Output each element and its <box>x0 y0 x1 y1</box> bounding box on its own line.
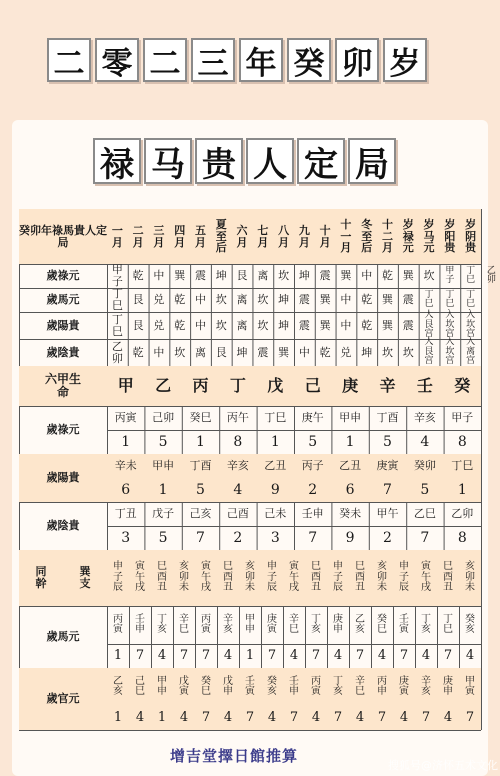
stem-number-1-3: 4 <box>233 481 243 498</box>
stem-number-2-2: 7 <box>196 529 205 546</box>
header-month-8: 八 月 <box>278 223 290 249</box>
branch-pillar-0-2: 丁 亥 <box>157 613 167 635</box>
branch-number-0-11: 7 <box>355 648 365 664</box>
stem-3: 丁 <box>229 375 246 395</box>
month-cell-1-1: 艮 <box>132 293 144 307</box>
stem-number-0-5: 5 <box>308 433 318 450</box>
stem-number-0-4: 1 <box>270 433 280 450</box>
month-cell-3-1: 乾 <box>132 345 144 359</box>
stem-number-1-9: 1 <box>457 481 467 498</box>
branch-pillar-0-1: 壬 申 <box>135 613 145 635</box>
month-cell-0-3: 巽 <box>174 269 186 283</box>
branch-number-1-15: 4 <box>443 710 453 726</box>
month-cell-0-7: 离 <box>257 269 269 283</box>
branch-0: 申 子 辰 <box>113 561 123 594</box>
title-year-char-1: 零 <box>95 38 139 82</box>
branch-pillar-1-8: 壬 申 <box>289 675 299 697</box>
branch-number-0-10: 4 <box>333 648 343 664</box>
month-cell-0-14: 巽 <box>402 269 414 283</box>
stem-7: 辛 <box>379 375 396 395</box>
stem-pillar-2-2: 己亥 <box>189 507 212 521</box>
branch-5: 巳 酉 丑 <box>223 561 233 594</box>
stem-group-label-0: 歲祿元 <box>46 423 80 437</box>
branch-number-0-6: 1 <box>245 648 255 664</box>
stem-pillar-1-2: 丁酉 <box>189 459 212 473</box>
stem-number-2-4: 3 <box>270 529 280 546</box>
stem-pillar-0-8: 辛亥 <box>413 411 436 425</box>
title-year-banner <box>47 38 431 82</box>
branch-group-label-1: 歲官元 <box>46 692 80 706</box>
header-month-3: 四 月 <box>174 223 186 249</box>
month-cell-3-14: 坎 <box>402 345 414 359</box>
branch-pillar-0-16: 癸 亥 <box>465 613 475 635</box>
stem-number-1-8: 5 <box>420 481 430 498</box>
stem-pillar-0-7: 丁酉 <box>376 411 399 425</box>
branch-header-right: 巽 支 <box>79 565 91 590</box>
month-cell-0-9: 坤 <box>298 269 310 283</box>
title-year-char-5: 癸 <box>287 38 331 82</box>
branch-number-1-8: 7 <box>289 710 299 726</box>
month-cell-0-2: 中 <box>153 269 165 283</box>
title-year-char-2: 二 <box>143 38 187 82</box>
month-cell-0-16: 甲 子 <box>445 265 455 285</box>
stem-pillar-0-4: 丁巳 <box>264 411 287 425</box>
branch-pillar-1-7: 癸 亥 <box>267 675 277 697</box>
month-cell-0-13: 乾 <box>381 269 393 283</box>
header-month-6: 六 月 <box>236 223 248 249</box>
stem-pillar-0-2: 癸巳 <box>189 411 212 425</box>
branch-number-1-9: 4 <box>311 710 321 726</box>
stem-8: 壬 <box>416 375 433 395</box>
stem-number-2-3: 2 <box>233 529 243 546</box>
stem-number-0-2: 1 <box>196 433 205 450</box>
month-cell-3-6: 坤 <box>236 345 248 359</box>
stem-pillar-1-4: 乙丑 <box>264 459 287 473</box>
branch-number-1-6: 7 <box>245 710 255 726</box>
title-subject-char-0: 禄 <box>93 138 141 184</box>
branch-number-0-1: 7 <box>135 648 145 664</box>
stem-pillar-0-3: 丙午 <box>226 411 249 425</box>
month-cell-0-17: 丁 巳 <box>466 265 476 285</box>
stem-2: 丙 <box>192 375 209 395</box>
stem-number-0-1: 5 <box>158 433 168 450</box>
stem-5: 己 <box>304 375 321 395</box>
month-cell-2-17: 入 坎 宫 <box>466 310 476 340</box>
branch-number-0-12: 4 <box>377 648 387 664</box>
month-cell-1-4: 中 <box>194 293 206 307</box>
month-cell-2-0: 丁巳 <box>111 312 123 338</box>
branch-number-0-15: 7 <box>443 648 453 664</box>
branch-10: 申 子 辰 <box>333 561 343 594</box>
title-subject-char-1: 马 <box>144 138 192 184</box>
branch-number-1-16: 7 <box>465 710 475 726</box>
month-cell-0-0: 甲子 <box>111 263 123 288</box>
month-cell-0-15: 坎 <box>423 269 435 283</box>
month-cell-3-13: 坎 <box>381 345 393 359</box>
stem-0: 甲 <box>117 375 134 395</box>
month-row-label-2: 歲陽貴 <box>46 318 80 332</box>
branch-number-1-4: 7 <box>201 710 211 726</box>
month-cell-3-10: 乾 <box>319 345 331 359</box>
stem-pillar-2-9: 乙卯 <box>451 507 474 521</box>
month-cell-1-10: 巽 <box>319 293 331 307</box>
branch-number-1-12: 7 <box>377 710 387 726</box>
branch-pillar-1-5: 戊 申 <box>223 675 233 697</box>
title-year-char-6: 卯 <box>335 38 379 82</box>
almanac-table <box>19 209 496 731</box>
month-cell-2-12: 乾 <box>361 318 373 332</box>
branch-1: 寅 午 戌 <box>135 561 145 594</box>
header-month-16: 岁 阳 贵 <box>444 218 456 255</box>
branch-number-0-5: 4 <box>223 648 233 664</box>
footer-watermark: 搜狐号@济怀五术文化 <box>388 759 498 772</box>
month-cell-2-13: 巽 <box>381 318 393 332</box>
stem-number-1-6: 6 <box>345 481 355 498</box>
month-cell-2-1: 艮 <box>132 318 144 332</box>
month-cell-2-5: 坎 <box>215 318 227 332</box>
branch-pillar-1-1: 己 巳 <box>135 675 145 697</box>
month-cell-1-6: 离 <box>236 293 248 307</box>
branch-number-0-8: 4 <box>289 648 299 664</box>
stem-number-0-6: 1 <box>345 433 355 450</box>
month-cell-2-10: 巽 <box>319 318 331 332</box>
month-cell-1-12: 乾 <box>361 293 373 307</box>
month-cell-3-16: 入 坎 宫 <box>445 337 455 367</box>
branch-pillar-0-14: 丁 亥 <box>421 613 431 635</box>
header-month-4: 五 月 <box>194 223 206 249</box>
stem-number-0-9: 8 <box>457 433 467 450</box>
branch-group-label-0: 歲馬元 <box>46 630 80 644</box>
stem-pillar-1-0: 辛未 <box>114 459 137 473</box>
title-subject-banner <box>93 138 399 184</box>
month-cell-0-8: 坎 <box>278 269 290 283</box>
header-month-10: 十 月 <box>319 223 331 249</box>
header-month-9: 九 月 <box>298 223 310 249</box>
branch-9: 巳 酉 丑 <box>311 561 321 594</box>
branch-pillar-1-16: 甲 寅 <box>465 675 475 697</box>
branch-pillar-1-6: 壬 寅 <box>245 675 255 697</box>
month-cell-2-14: 震 <box>402 318 414 332</box>
month-cell-1-13: 巽 <box>381 293 393 307</box>
month-cell-3-5: 艮 <box>215 345 227 359</box>
stem-number-0-8: 4 <box>420 433 430 450</box>
stem-number-1-5: 2 <box>308 481 318 498</box>
header-month-12: 冬 至 后 <box>361 218 373 255</box>
branch-pillar-1-13: 庚 寅 <box>399 675 409 697</box>
month-cell-0-12: 中 <box>361 269 373 283</box>
stem-pillar-1-7: 庚寅 <box>376 459 399 473</box>
header-month-2: 三 月 <box>153 223 165 249</box>
title-subject-char-5: 局 <box>348 138 396 184</box>
header-month-14: 岁 禄 元 <box>402 218 414 255</box>
stem-9: 癸 <box>454 375 471 395</box>
branch-3: 亥 卯 未 <box>179 561 189 594</box>
branch-pillar-1-0: 乙 亥 <box>113 675 123 697</box>
stem-number-1-7: 7 <box>383 481 392 498</box>
branch-pillar-1-3: 戊 寅 <box>179 675 189 697</box>
month-row-label-1: 歲馬元 <box>46 293 80 307</box>
month-cell-1-14: 震 <box>402 293 414 307</box>
month-cell-2-16: 入 坎 宫 <box>445 310 455 340</box>
stem-1: 乙 <box>155 375 172 395</box>
branch-15: 巳 酉 丑 <box>443 561 453 594</box>
month-cell-1-9: 震 <box>298 293 310 307</box>
month-cell-1-8: 坤 <box>278 293 290 307</box>
branch-pillar-0-6: 甲 申 <box>245 613 255 635</box>
month-cell-1-2: 兑 <box>153 293 165 307</box>
branch-pillar-0-15: 丁 巳 <box>443 613 453 635</box>
stem-number-0-3: 8 <box>233 433 243 450</box>
month-row-label-3: 歲陰貴 <box>46 345 80 359</box>
month-row-label-0: 歲祿元 <box>46 269 80 283</box>
stem-pillar-2-5: 壬申 <box>301 507 324 521</box>
month-cell-1-3: 乾 <box>174 293 186 307</box>
month-cell-1-5: 坎 <box>215 293 227 307</box>
month-cell-0-6: 艮 <box>236 269 248 283</box>
branch-number-0-9: 7 <box>311 648 321 664</box>
title-subject-char-2: 贵 <box>195 138 243 184</box>
branch-number-0-3: 7 <box>179 648 189 664</box>
header-corner: 癸卯年祿馬貴人定局 <box>19 223 107 249</box>
month-cell-2-4: 中 <box>194 318 206 332</box>
branch-6: 亥 卯 未 <box>245 561 255 594</box>
branch-pillar-0-7: 庚 寅 <box>267 613 277 635</box>
stem-group-label-2: 歲陰貴 <box>46 519 80 533</box>
branch-number-1-11: 4 <box>355 710 365 726</box>
header-month-5: 夏 至 后 <box>215 218 227 255</box>
stem-pillar-1-3: 辛亥 <box>226 459 249 473</box>
stem-pillar-0-0: 丙寅 <box>114 411 137 425</box>
branch-pillar-0-4: 丙 寅 <box>201 613 211 635</box>
branch-16: 亥 卯 未 <box>465 561 475 594</box>
stem-pillar-1-9: 丁巳 <box>451 459 474 473</box>
branch-number-0-16: 4 <box>465 648 475 664</box>
branch-number-1-5: 4 <box>223 710 233 726</box>
stem-number-0-0: 1 <box>121 433 131 450</box>
branch-pillar-1-14: 辛 亥 <box>421 675 431 697</box>
stem-number-2-6: 9 <box>345 529 355 546</box>
stem-pillar-2-8: 乙巳 <box>413 507 436 521</box>
title-year-char-4: 年 <box>239 38 283 82</box>
branch-pillar-0-0: 丙 寅 <box>113 613 123 635</box>
month-cell-2-15: 人 艮 宫 <box>424 310 434 340</box>
title-year-char-0: 二 <box>47 38 91 82</box>
month-cell-1-16: 丁 巳 <box>445 289 455 309</box>
branch-number-1-0: 1 <box>113 710 123 726</box>
stem-pillar-1-5: 丙子 <box>301 459 324 473</box>
month-cell-3-8: 巽 <box>278 345 290 359</box>
branch-11: 巳 酉 丑 <box>355 561 365 594</box>
stem-number-2-5: 7 <box>308 529 318 546</box>
stem-pillar-0-1: 己卯 <box>152 411 175 425</box>
branch-pillar-1-9: 丙 寅 <box>311 675 321 697</box>
branch-14: 寅 午 戌 <box>421 561 431 594</box>
month-cell-3-11: 兑 <box>340 345 352 359</box>
month-cell-3-3: 坎 <box>174 345 186 359</box>
month-cell-2-9: 震 <box>298 318 310 332</box>
month-cell-0-4: 震 <box>194 269 206 283</box>
stem-pillar-2-6: 癸未 <box>339 507 362 521</box>
stem-pillar-2-7: 甲午 <box>376 507 399 521</box>
stem-number-1-1: 1 <box>158 481 168 498</box>
branch-header-left: 同 幹 <box>35 565 47 590</box>
month-cell-1-17: 丁 巳 <box>466 289 476 309</box>
stem-number-2-8: 7 <box>420 529 430 546</box>
branch-pillar-0-11: 乙 亥 <box>355 613 365 635</box>
stem-pillar-2-4: 己未 <box>264 507 287 521</box>
stem-header-label: 六甲生 命 <box>44 372 81 399</box>
stem-pillar-2-1: 戊子 <box>152 507 175 521</box>
month-cell-0-1: 乾 <box>132 269 144 283</box>
title-year-char-3: 三 <box>191 38 235 82</box>
branch-pillar-0-5: 辛 亥 <box>223 613 233 635</box>
branch-number-1-3: 4 <box>179 710 189 726</box>
branch-number-0-2: 4 <box>157 648 167 664</box>
branch-number-1-2: 1 <box>157 710 167 726</box>
stem-pillar-0-9: 甲子 <box>451 411 474 425</box>
branch-12: 亥 卯 未 <box>377 561 387 594</box>
branch-pillar-0-3: 辛 巳 <box>179 613 189 635</box>
month-cell-3-4: 离 <box>194 345 206 359</box>
branch-pillar-0-8: 辛 巳 <box>289 613 299 635</box>
title-year-char-7: 岁 <box>383 38 427 82</box>
stem-pillar-1-6: 乙丑 <box>339 459 362 473</box>
stem-number-2-7: 2 <box>383 529 392 546</box>
month-cell-1-15: 丁 巳 <box>424 289 434 309</box>
stem-pillar-2-0: 丁丑 <box>114 507 137 521</box>
branch-pillar-0-9: 丁 亥 <box>311 613 321 635</box>
month-cell-3-12: 坤 <box>361 345 373 359</box>
branch-4: 寅 午 戌 <box>201 561 211 594</box>
branch-pillar-1-10: 丁 亥 <box>333 675 343 697</box>
branch-pillar-1-4: 癸 巳 <box>201 675 211 697</box>
header-month-1: 二 月 <box>132 223 144 249</box>
branch-number-1-10: 7 <box>333 710 343 726</box>
stem-pillar-0-5: 庚午 <box>301 411 324 425</box>
month-cell-3-0: 乙卯 <box>111 339 123 365</box>
month-cell-3-7: 震 <box>257 345 269 359</box>
month-cell-2-6: 离 <box>236 318 248 332</box>
stem-6: 庚 <box>342 375 359 395</box>
branch-2: 巳 酉 丑 <box>157 561 167 594</box>
title-subject-char-4: 定 <box>297 138 345 184</box>
month-cell-0-18: 乙 卯 <box>486 265 496 285</box>
month-cell-2-3: 乾 <box>174 318 186 332</box>
header-month-0: 一 月 <box>111 223 123 249</box>
branch-number-1-7: 4 <box>267 710 277 726</box>
stem-pillar-1-8: 癸卯 <box>413 459 436 473</box>
branch-pillar-1-15: 庚 申 <box>443 675 453 697</box>
branch-pillar-1-12: 丙 申 <box>377 675 387 697</box>
month-cell-2-2: 兑 <box>153 318 165 332</box>
branch-pillar-1-2: 甲 申 <box>157 675 167 697</box>
branch-number-0-7: 7 <box>267 648 277 664</box>
month-cell-2-8: 坤 <box>278 318 290 332</box>
branch-number-0-13: 7 <box>399 648 409 664</box>
month-cell-1-7: 坎 <box>257 293 269 307</box>
stem-number-2-0: 3 <box>121 529 131 546</box>
branch-pillar-0-12: 癸 巳 <box>377 613 387 635</box>
branch-pillar-0-13: 壬 寅 <box>399 613 409 635</box>
stem-number-1-0: 6 <box>121 481 131 498</box>
stem-pillar-1-1: 甲申 <box>152 459 175 473</box>
branch-number-1-1: 4 <box>135 710 145 726</box>
branch-number-0-14: 4 <box>421 648 431 664</box>
month-cell-1-0: 丁巳 <box>111 287 123 312</box>
month-cell-0-10: 震 <box>319 269 331 283</box>
stem-pillar-0-6: 甲申 <box>339 411 362 425</box>
month-cell-3-9: 中 <box>298 345 310 359</box>
month-cell-3-2: 中 <box>153 345 165 359</box>
stem-number-1-2: 5 <box>196 481 205 498</box>
month-cell-3-17: 入 离 宫 <box>466 337 476 367</box>
stem-number-1-4: 9 <box>270 481 280 498</box>
branch-8: 寅 午 戌 <box>289 561 299 594</box>
header-month-17: 岁 阴 贵 <box>465 218 477 255</box>
branch-number-0-4: 7 <box>201 648 211 664</box>
branch-number-0-0: 1 <box>113 648 123 664</box>
footer-credit: 增吉堂擇日館推算 <box>170 747 299 765</box>
header-month-11: 十 一 月 <box>340 218 352 255</box>
stem-number-2-9: 8 <box>457 529 467 546</box>
month-cell-1-11: 中 <box>340 293 352 307</box>
title-subject-char-3: 人 <box>246 138 294 184</box>
stem-4: 戊 <box>267 375 284 395</box>
month-cell-2-11: 中 <box>340 318 352 332</box>
stem-group-label-1: 歲陽貴 <box>46 471 80 485</box>
branch-7: 申 子 辰 <box>267 561 277 594</box>
month-cell-0-11: 巽 <box>340 269 352 283</box>
branch-pillar-1-11: 辛 巳 <box>355 675 365 697</box>
branch-pillar-0-10: 庚 申 <box>333 613 343 635</box>
header-month-15: 岁 马 元 <box>423 218 435 255</box>
month-cell-3-15: 人 艮 宫 <box>424 337 434 367</box>
branch-13: 申 子 辰 <box>399 561 409 594</box>
stem-number-0-7: 5 <box>383 433 392 450</box>
branch-number-1-14: 7 <box>421 710 431 726</box>
branch-number-1-13: 4 <box>399 710 409 726</box>
month-cell-0-5: 坤 <box>215 269 227 283</box>
stem-pillar-2-3: 己酉 <box>226 507 249 521</box>
month-cell-2-7: 坎 <box>257 318 269 332</box>
header-month-13: 十 二 月 <box>381 218 393 255</box>
stem-number-2-1: 5 <box>158 529 168 546</box>
header-month-7: 七 月 <box>257 223 269 249</box>
